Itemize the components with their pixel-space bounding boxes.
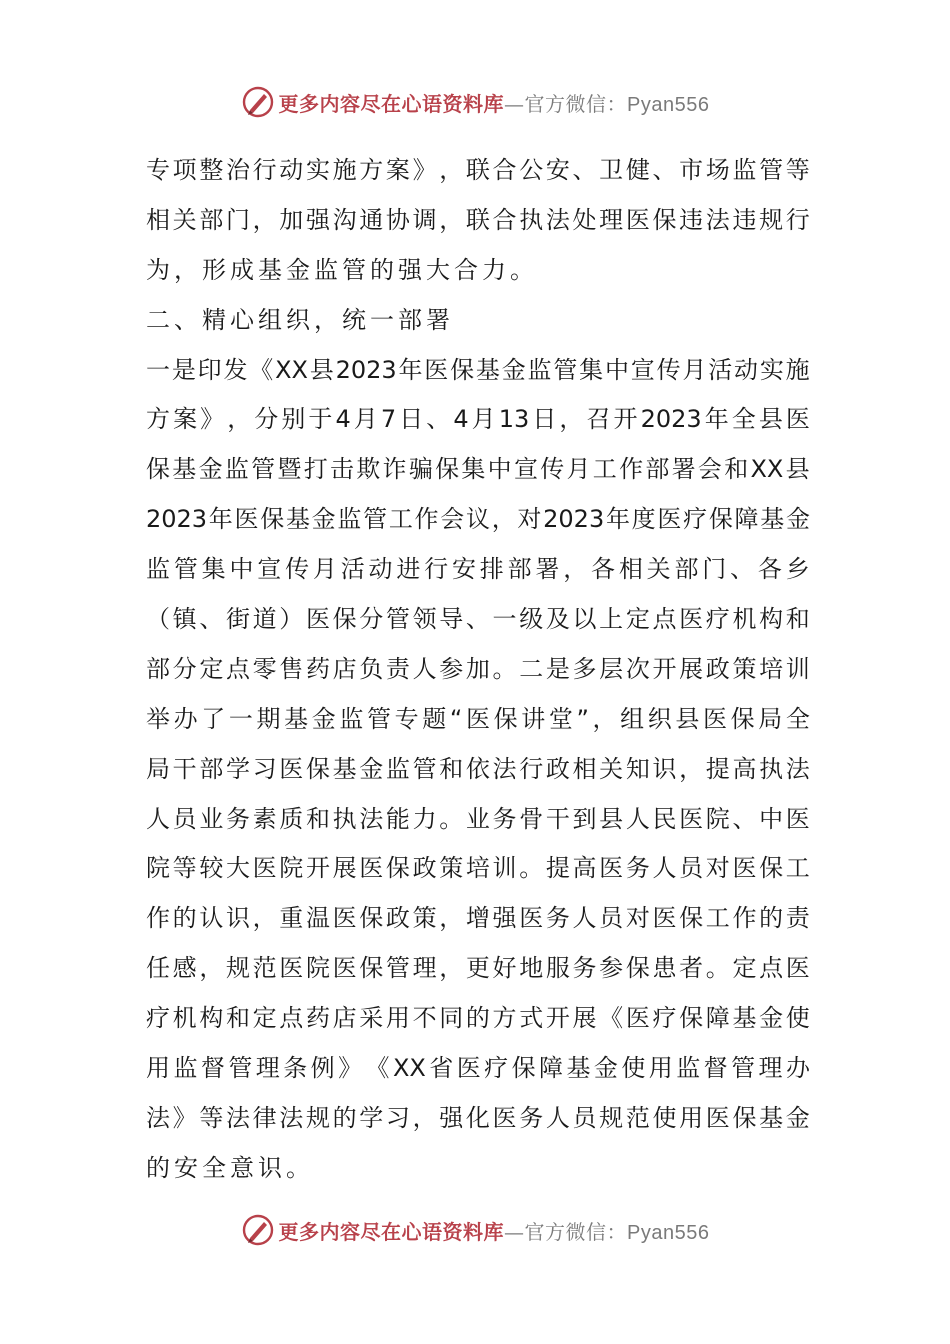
watermark-official: —官方微信：	[504, 1219, 628, 1244]
body-line: 部 分 定 点 零 售 药 店 负 责 人 参 加 。 二 是 多 层 次 开 展 政 策 培 训	[146, 654, 810, 683]
watermark-brand: 更多内容尽在心语资料库	[278, 1219, 505, 1244]
body-line: 监 管 集 中 宣 传 月 活 动 进 行 安 排 部 署 ， 各 相 关 部 门 、 各 乡	[146, 555, 810, 584]
watermark-wechat: Pyan556	[627, 1221, 710, 1244]
body-line: 2023 年 医 保 基 金 监 管 工 作 会 议 ， 对 2023 年 度 医 疗 保 障 基 金	[146, 505, 810, 534]
body-line: 任 感 ， 规 范 医 院 医 保 管 理 ， 更 好 地 服 务 参 保 患 者 。 定 点 医	[146, 954, 810, 983]
body-line: 保 基 金 监 管 暨 打 击 欺 诈 骗 保 集 中 宣 传 月 工 作 部 署 会 和 XX 县	[146, 455, 810, 484]
body-line: 为，形成基金监管的强大合力。	[146, 255, 538, 284]
watermark-brand: 更多内容尽在心语资料库	[278, 91, 505, 116]
body-line: 疗 机 构 和 定 点 药 店 采 用 不 同 的 方 式 开 展 《 医 疗 保 障 基 金 使	[146, 1004, 810, 1033]
watermark-text	[279, 88, 710, 117]
body-line: 的安全意识。	[146, 1153, 314, 1182]
body-line: 一 是 印 发 《 XX 县 2023 年 医 保 基 金 监 管 集 中 宣 传 月 活 动 实 施	[146, 355, 810, 384]
body-line: （ 镇 、 街 道 ） 医 保 分 管 领 导 、 一 级 及 以 上 定 点 医 疗 机 构 和	[146, 605, 810, 634]
pen-logo-icon	[241, 85, 275, 119]
body-line: 举 办 了 一 期 基 金 监 管 专 题 “ 医 保 讲 堂 ” ， 组 织 县 医 保 局 全	[146, 704, 810, 733]
watermark-wechat: Pyan556	[627, 93, 710, 116]
pen-logo-icon	[241, 1213, 275, 1247]
body-line: 院 等 较 大 医 院 开 展 医 保 政 策 培 训 。 提 高 医 务 人 员 对 医 保 工	[146, 854, 810, 883]
body-line: 局 干 部 学 习 医 保 基 金 监 管 和 依 法 行 政 相 关 知 识 ， 提 高 执 法	[146, 754, 810, 783]
watermark-banner-top	[0, 82, 950, 122]
body-line: 作 的 认 识 ， 重 温 医 保 政 策 ， 增 强 医 务 人 员 对 医 保 工 作 的 责	[146, 904, 810, 933]
body-line: 人 员 业 务 素 质 和 执 法 能 力 。 业 务 骨 干 到 县 人 民 医 院 、 中 医	[146, 804, 810, 833]
body-line: 用 监 督 管 理 条 例 》 《 XX 省 医 疗 保 障 基 金 使 用 监 督 管 理 办	[146, 1054, 810, 1083]
document-body	[146, 146, 810, 1194]
watermark-text	[279, 1216, 710, 1245]
watermark-official: —官方微信：	[504, 91, 628, 116]
body-line: 专 项 整 治 行 动 实 施 方 案 》 ， 联 合 公 安 、 卫 健 、 市 场 监 管 等	[146, 156, 810, 184]
watermark-banner-bottom	[0, 1210, 950, 1250]
body-line: 相 关 部 门 ， 加 强 沟 通 协 调 ， 联 合 执 法 处 理 医 保 违 法 违 规 行	[146, 205, 810, 234]
body-line: 方 案 》 ， 分 别 于 4 月 7 日 、 4 月 13 日 ， 召 开 2023 年 全 县 医	[146, 405, 810, 434]
body-line: 二、精心组织，统一部署	[146, 305, 454, 334]
body-line: 法 》 等 法 律 法 规 的 学 习 ， 强 化 医 务 人 员 规 范 使 用 医 保 基 金	[146, 1103, 810, 1132]
